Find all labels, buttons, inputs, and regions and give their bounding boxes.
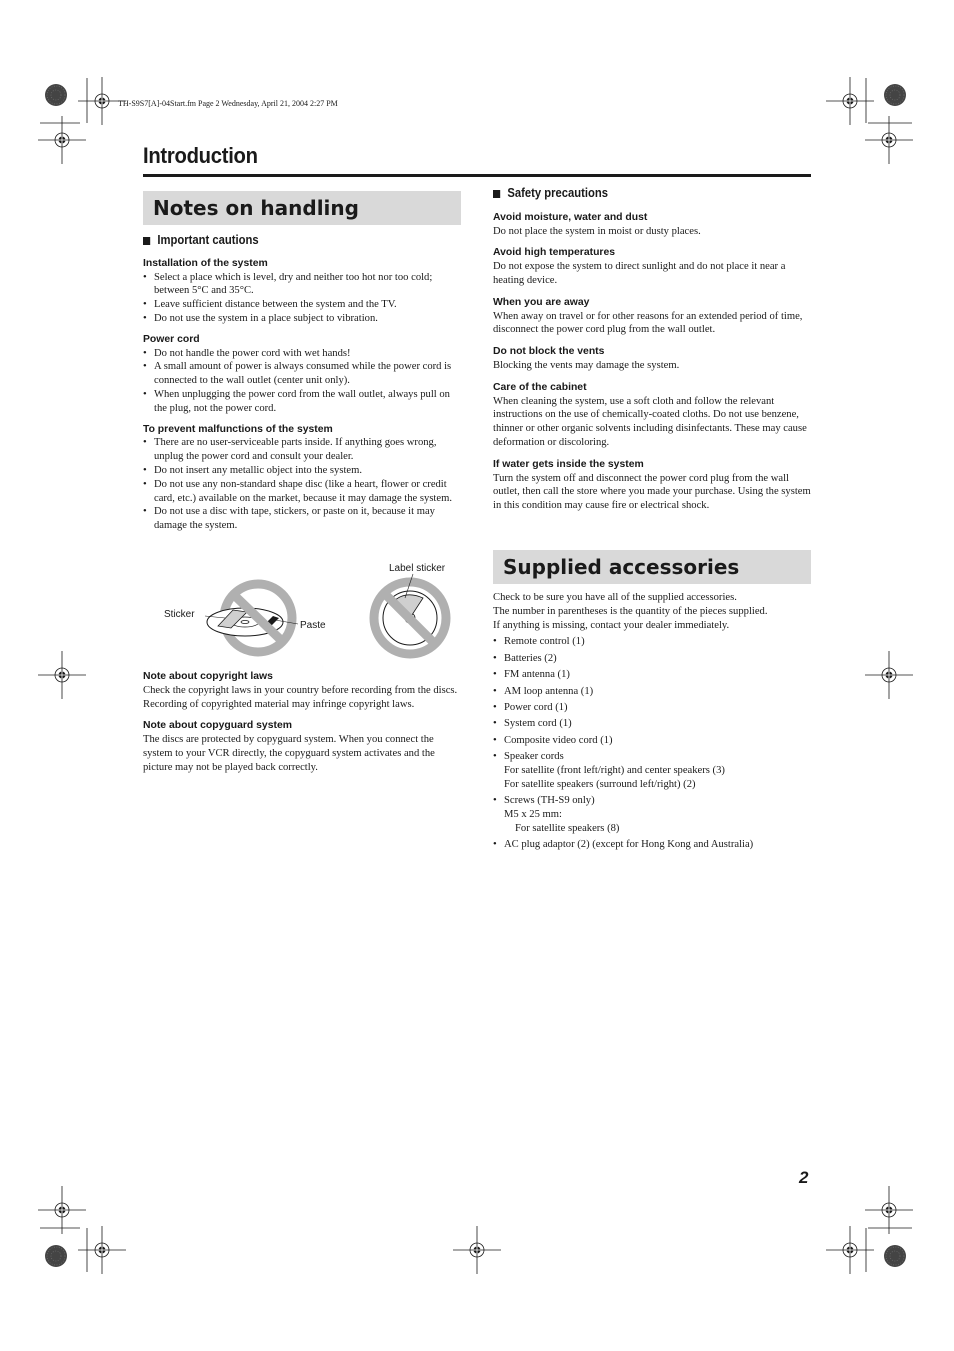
list-item: • FM antenna (1) — [493, 668, 811, 682]
water-text: Turn the system off and disconnect the power cord plug from the wall outlet, then call the store where you made your purchase. Using the system in this condition may cause fire or electrical shock. — [493, 472, 811, 512]
installation-list — [143, 271, 461, 326]
malfunctions-list — [143, 436, 461, 533]
screws-line-2: For satellite speakers (8) — [515, 822, 620, 834]
list-item: • Batteries (2) — [493, 652, 811, 666]
list-item: • Remote control (1) — [493, 635, 811, 649]
list-item: • A small amount of power is always consumed while the power cord is connected to the wall outlet (center unit only). — [143, 360, 461, 388]
vents-text: Blocking the vents may damage the system. — [493, 359, 680, 371]
left-column-lower — [143, 670, 461, 775]
screws-label: • Screws (TH-S9 only) — [504, 795, 595, 807]
vents-heading: Do not block the vents — [493, 346, 605, 358]
disc-illustration — [143, 560, 461, 660]
speaker-cords-line-1: For satellite (front left/right) and center speakers (3) — [504, 764, 725, 776]
notes-on-handling-banner: Notes on handling — [143, 191, 461, 225]
speaker-cords-line-2: For satellite speakers (surround left/right) (2) — [504, 778, 696, 790]
water-heading: If water gets inside the system — [493, 458, 644, 470]
page-number: 2 — [799, 1168, 809, 1187]
list-item: • Composite video cord (1) — [493, 734, 811, 748]
list-item: • AM loop antenna (1) — [493, 685, 811, 699]
copyright-text: Check the copyright laws in your country before recording from the discs. Recording of copyrighted material may infringe copyright laws. — [143, 684, 458, 710]
power-cord-heading: Power cord — [143, 333, 200, 345]
square-bullet-icon — [493, 190, 500, 198]
cabinet-heading: Care of the cabinet — [493, 381, 587, 393]
speaker-cords-label: • Speaker cords — [504, 751, 564, 763]
power-cord-list — [143, 347, 461, 416]
left-column — [143, 191, 461, 533]
copyguard-text: The discs are protected by copyguard system. When you connect the system to your VCR directly, the copyguard system activates and the picture may not be played back correctly. — [143, 734, 435, 773]
copyright-heading: Note about copyright laws — [143, 671, 273, 682]
list-item: • There are no user-serviceable parts inside. If anything goes wrong, unplug the power cord and consult your dealer. — [143, 436, 461, 464]
list-item: • Do not use a disc with tape, stickers, or paste on it, because it may damage the system. — [143, 505, 461, 533]
label-sticker-caption: Label sticker — [389, 563, 446, 574]
important-cautions-heading: Important cautions — [143, 234, 429, 248]
sticker-caption: Sticker — [164, 609, 195, 620]
accessories-section — [493, 550, 811, 854]
chapter-title: Introduction — [143, 143, 258, 168]
supplied-accessories-banner: Supplied accessories — [493, 550, 811, 584]
list-item: • Do not insert any metallic object into the system. — [143, 464, 461, 478]
copyguard-heading: Note about copyguard system — [143, 720, 292, 732]
list-item: • When unplugging the power cord from the wall outlet, always pull on the plug, not the power cord. — [143, 388, 461, 416]
malfunctions-heading: To prevent malfunctions of the system — [143, 423, 333, 435]
right-column — [493, 187, 811, 513]
moisture-text: Do not place the system in moist or dusty places. — [493, 225, 701, 237]
paste-caption: Paste — [300, 620, 326, 631]
list-item: • Do not handle the power cord with wet hands! — [143, 347, 461, 361]
cabinet-text: When cleaning the system, use a soft cloth and follow the relevant instructions on the use of chemically-coated cloths. Do not use benzene, thinner or other organic solvents including disinfectants. These may cause deformation or discoloring. — [493, 395, 807, 448]
file-meta-header: TH-S9S7[A]-04Start.fm Page 2 Wednesday, April 21, 2004 2:27 PM — [118, 99, 338, 108]
accessories-intro-3: If anything is missing, contact your dealer immediately. — [493, 619, 730, 631]
temperature-text: Do not expose the system to direct sunlight and do not place it near a heating device. — [493, 261, 786, 286]
list-item: • Do not use the system in a place subject to vibration. — [143, 312, 461, 326]
screws-line-1: M5 x 25 mm: — [504, 808, 562, 820]
square-bullet-icon — [143, 237, 150, 245]
moisture-heading: Avoid moisture, water and dust — [493, 211, 648, 223]
accessories-list — [493, 635, 811, 852]
away-heading: When you are away — [493, 296, 590, 308]
temperature-heading: Avoid high temperatures — [493, 247, 616, 259]
away-text: When away on travel or for other reasons for an extended period of time, disconnect the power cord plug from the wall outlet. — [493, 310, 803, 336]
installation-heading: Installation of the system — [143, 257, 268, 269]
list-item: • Power cord (1) — [493, 701, 811, 715]
list-item: • Leave sufficient distance between the system and the TV. — [143, 298, 461, 312]
list-item: • Do not use any non-standard shape disc (like a heart, flower or credit card, etc.) available on the market, because it may damage the system. — [143, 478, 461, 506]
accessories-intro-1: Check to be sure you have all of the supplied accessories. — [493, 592, 737, 603]
list-item: • Select a place which is level, dry and neither too hot nor too cold; between 5°C and 35°C. — [143, 271, 461, 299]
list-item: • AC plug adaptor (2) (except for Hong Kong and Australia) — [493, 838, 811, 852]
title-rule — [143, 174, 811, 177]
safety-precautions-heading: Safety precautions — [493, 187, 779, 201]
list-item: • System cord (1) — [493, 717, 811, 731]
accessories-intro-2: The number in parentheses is the quantity of the pieces supplied. — [493, 605, 768, 617]
list-item-speaker-cords — [493, 750, 811, 791]
list-item-screws — [493, 794, 811, 835]
